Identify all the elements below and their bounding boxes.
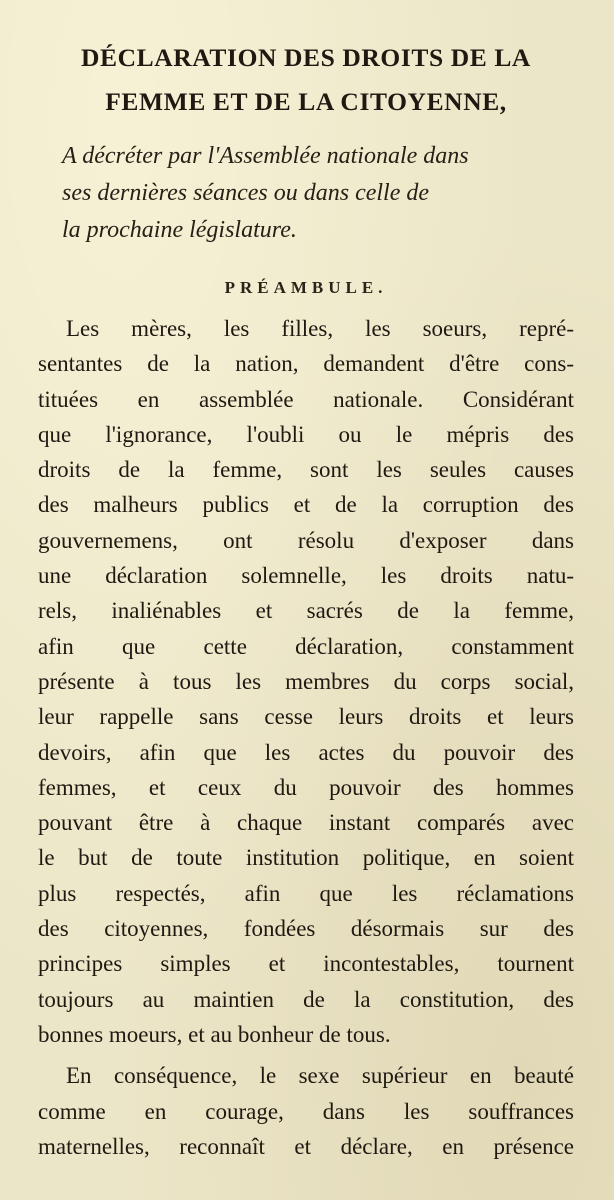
text-line: rels, inaliénables et sacrés de la femme,	[38, 598, 574, 624]
text-line: le but de toute institution politique, en soient	[38, 845, 574, 871]
preamble-body	[38, 311, 574, 1164]
text-line: pouvant être à chaque instant comparés avec	[38, 810, 574, 836]
text-line: des citoyennes, fondées désormais sur des	[38, 916, 574, 942]
text-line: sentantes de la nation, demandent d'être cons-	[38, 351, 574, 377]
text-line: tituées en assemblée nationale. Considérant	[38, 386, 574, 412]
text-line: leur rappelle sans cesse leurs droits et leurs	[38, 704, 574, 730]
text-line: que l'ignorance, l'oubli ou le mépris des	[38, 421, 574, 447]
text-line: Les mères, les filles, les soeurs, repré-	[66, 316, 574, 341]
text-line: une déclaration solemnelle, les droits natu-	[38, 563, 574, 589]
text-line: présente à tous les membres du corps social,	[38, 668, 574, 694]
text-line: maternelles, reconnaît et déclare, en présence	[38, 1133, 574, 1159]
paragraph-1	[38, 311, 574, 1052]
text-line: plus respectés, afin que les réclamations	[38, 880, 574, 906]
text-line: devoirs, afin que les actes du pouvoir des	[38, 739, 574, 765]
text-line: toujours au maintien de la constitution, des	[38, 986, 574, 1012]
subtitle-line-3: la prochaine législature.	[62, 217, 297, 243]
text-line: gouvernemens, ont résolu d'exposer dans	[38, 527, 574, 553]
text-line: En conséquence, le sexe supérieur en beauté	[66, 1063, 574, 1089]
section-heading-preamble: PRÉAMBULE.	[224, 278, 388, 297]
document-title	[38, 0, 574, 124]
subtitle-line-1: A décréter par l'Assemblée nationale dans	[62, 143, 469, 169]
text-line: comme en courage, dans les souffrances	[38, 1098, 574, 1124]
text-line: principes simples et incontestables, tournent	[38, 951, 574, 977]
text-line: femmes, et ceux du pouvoir des hommes	[38, 774, 574, 800]
text-line: bonnes moeurs, et au bonheur de tous.	[38, 1021, 391, 1047]
title-line-1: DÉCLARATION DES DROITS DE LA	[81, 43, 531, 72]
subtitle-line-2: ses dernières séances ou dans celle de	[62, 180, 430, 206]
document-subtitle	[38, 138, 574, 249]
text-line: afin que cette déclaration, constamment	[38, 633, 574, 659]
title-line-2: FEMME ET DE LA CITOYENNE,	[105, 87, 507, 116]
paragraph-2	[38, 1058, 574, 1164]
text-line: des malheurs publics et de la corruption des	[38, 492, 574, 518]
text-line: droits de la femme, sont les seules causes	[38, 457, 574, 483]
